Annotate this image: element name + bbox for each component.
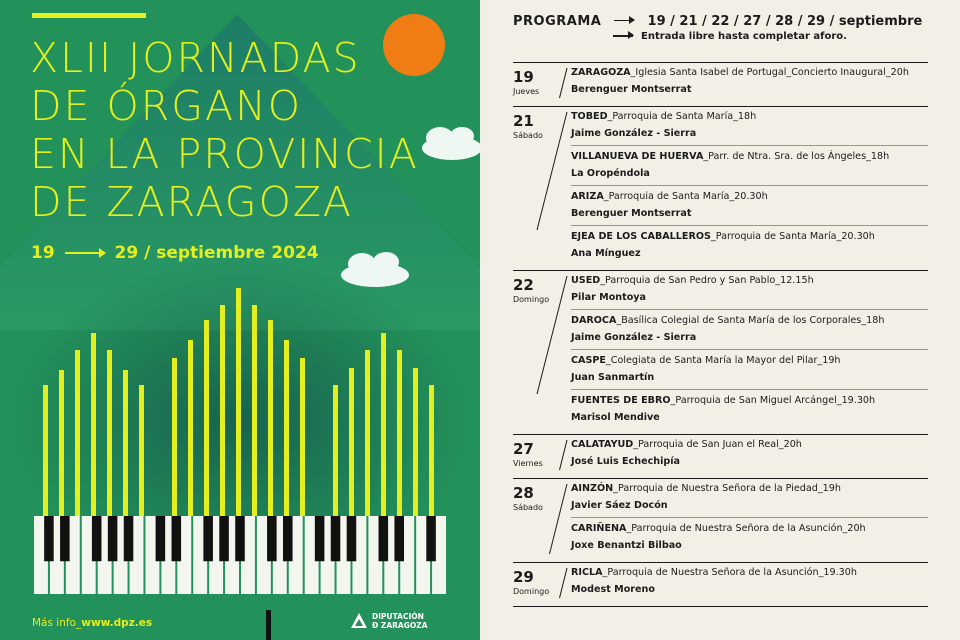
event-performer: Ana Mínguez bbox=[571, 248, 641, 259]
event-performer: Pilar Montoya bbox=[571, 292, 647, 303]
event-town: TOBED bbox=[571, 111, 608, 122]
day-block bbox=[513, 106, 928, 266]
organ-pipe bbox=[381, 333, 386, 518]
event-separator bbox=[571, 517, 928, 518]
event-separator bbox=[571, 389, 928, 390]
event-separator bbox=[571, 225, 928, 226]
black-key bbox=[315, 516, 325, 561]
day-number: 27 bbox=[513, 440, 534, 458]
day-number: 22 bbox=[513, 276, 534, 294]
day-block bbox=[513, 434, 928, 474]
event-item bbox=[571, 315, 928, 343]
black-key bbox=[44, 516, 54, 561]
organ-pipe bbox=[349, 368, 354, 518]
event-town: USED bbox=[571, 275, 601, 286]
black-key bbox=[60, 516, 70, 561]
event-detail: _Parroquia de Santa María_20.30h bbox=[603, 191, 768, 202]
title-line: XLII JORNADAS bbox=[30, 34, 361, 82]
logo-line: DIPUTACIÓN bbox=[372, 612, 424, 621]
event-performer: Jaime González - Sierra bbox=[571, 128, 697, 139]
event-venue bbox=[571, 231, 928, 242]
black-key bbox=[283, 516, 293, 561]
day-block bbox=[513, 270, 928, 430]
organ-pipe bbox=[220, 305, 225, 518]
event-town: AINZÓN bbox=[571, 483, 614, 494]
day-block bbox=[513, 478, 928, 558]
organ-pipe bbox=[300, 358, 305, 518]
event-town: ZARAGOZA bbox=[571, 67, 631, 78]
event-detail: _Parroquia de Nuestra Señora de la Asunción_19.30h bbox=[602, 567, 857, 578]
title-line: DE ÓRGANO bbox=[30, 82, 303, 130]
event-detail: _Parroquia de San Miguel Arcángel_19.30h bbox=[670, 395, 876, 406]
organ-pipe bbox=[107, 350, 112, 518]
event-venue bbox=[571, 111, 928, 122]
title-line: EN LA PROVINCIA bbox=[30, 130, 419, 178]
event-performer: La Oropéndola bbox=[571, 168, 650, 179]
event-venue bbox=[571, 439, 928, 450]
event-detail: _Colegiata de Santa María la Mayor del Pilar_19h bbox=[605, 355, 841, 366]
day-block bbox=[513, 62, 928, 102]
day-divider bbox=[513, 562, 928, 563]
event-separator bbox=[571, 349, 928, 350]
more-info-link[interactable]: www.dpz.es bbox=[81, 617, 153, 629]
dpz-logo-icon bbox=[350, 612, 368, 630]
program-dates: 19 / 21 / 22 / 27 / 28 / 29 / septiembre bbox=[647, 14, 923, 29]
event-item bbox=[571, 395, 928, 423]
event-venue bbox=[571, 523, 928, 534]
event-detail: _Parroquia de Santa María_18h bbox=[607, 111, 757, 122]
event-item bbox=[571, 483, 928, 511]
logo-line: Ð ZARAGOZA bbox=[372, 621, 428, 630]
top-accent-bar bbox=[32, 13, 146, 18]
event-town: CARIÑENA bbox=[571, 523, 627, 534]
day-divider bbox=[513, 434, 928, 435]
day-divider bbox=[513, 270, 928, 271]
event-venue bbox=[571, 315, 928, 326]
organ-pipe bbox=[397, 350, 402, 518]
organ-pipe bbox=[252, 305, 257, 518]
day-slash bbox=[513, 562, 573, 602]
day-divider bbox=[513, 106, 928, 107]
day-slash bbox=[513, 478, 573, 558]
event-item bbox=[571, 523, 928, 551]
program-note-text: Entrada libre hasta completar aforo. bbox=[641, 31, 847, 42]
event-detail: _Parroquia de Nuestra Señora de la Asunción_20h bbox=[626, 523, 866, 534]
day-slash bbox=[513, 106, 573, 266]
event-item bbox=[571, 439, 928, 467]
arrow-right-icon bbox=[65, 252, 105, 254]
event-item bbox=[571, 275, 928, 303]
poster-title bbox=[30, 34, 450, 226]
event-venue bbox=[571, 191, 928, 202]
day-number: 29 bbox=[513, 568, 534, 586]
organ-pipe bbox=[188, 340, 193, 518]
black-key bbox=[92, 516, 102, 561]
event-town: RICLA bbox=[571, 567, 603, 578]
organ-pipe bbox=[413, 368, 418, 518]
organ-pipe bbox=[91, 333, 96, 518]
program-note bbox=[613, 31, 847, 42]
event-town: CALATAYUD bbox=[571, 439, 634, 450]
dpz-logo bbox=[350, 612, 428, 630]
event-town: VILLANUEVA DE HUERVA bbox=[571, 151, 704, 162]
event-town: EJEA DE LOS CABALLEROS bbox=[571, 231, 711, 242]
program-label: PROGRAMA bbox=[513, 14, 602, 29]
event-performer: Jaime González - Sierra bbox=[571, 332, 697, 343]
black-key bbox=[267, 516, 277, 561]
day-weekday: Jueves bbox=[513, 87, 540, 96]
event-item bbox=[571, 567, 928, 595]
event-separator bbox=[571, 185, 928, 186]
day-divider bbox=[513, 62, 928, 63]
event-performer: Berenguer Montserrat bbox=[571, 208, 692, 219]
event-separator bbox=[571, 309, 928, 310]
day-slash bbox=[513, 270, 573, 430]
date-start: 19 bbox=[31, 243, 55, 263]
event-performer: Berenguer Montserrat bbox=[571, 84, 692, 95]
event-detail: _Parr. de Ntra. Sra. de los Ángeles_18h bbox=[703, 151, 890, 162]
event-town: DAROCA bbox=[571, 315, 617, 326]
program-header bbox=[513, 10, 922, 29]
event-detail: _Parroquia de San Pedro y San Pablo_12.15h bbox=[600, 275, 814, 286]
event-detail: _Basílica Colegial de Santa María de los Corporales_18h bbox=[616, 315, 885, 326]
event-venue bbox=[571, 67, 928, 78]
event-performer: Javier Sáez Docón bbox=[571, 500, 668, 511]
schedule-end-divider bbox=[513, 606, 928, 607]
event-performer: Joxe Benantzi Bilbao bbox=[571, 540, 682, 551]
event-town: CASPE bbox=[571, 355, 606, 366]
day-number: 28 bbox=[513, 484, 534, 502]
event-detail: _Parroquia de San Juan el Real_20h bbox=[633, 439, 802, 450]
organ-key-shadow bbox=[266, 610, 271, 640]
event-item bbox=[571, 231, 928, 259]
organ-pipe bbox=[75, 350, 80, 518]
event-item bbox=[571, 151, 928, 179]
organ-pipe bbox=[59, 370, 64, 518]
event-performer: Marisol Mendive bbox=[571, 412, 660, 423]
day-weekday: Viernes bbox=[513, 459, 543, 468]
organ-pipe bbox=[172, 358, 177, 518]
arrow-right-icon bbox=[613, 35, 633, 37]
organ-pipe bbox=[139, 385, 144, 518]
event-performer: Juan Sanmartín bbox=[571, 372, 655, 383]
day-block bbox=[513, 562, 928, 602]
event-detail: _Iglesia Santa Isabel de Portugal_Concierto Inaugural_20h bbox=[630, 67, 909, 78]
event-item bbox=[571, 355, 928, 383]
event-detail: _Parroquia de Nuestra Señora de la Piedad_19h bbox=[613, 483, 841, 494]
organ-pipe bbox=[429, 385, 434, 518]
black-key bbox=[331, 516, 341, 561]
arrow-right-icon bbox=[614, 20, 634, 22]
day-weekday: Sábado bbox=[513, 131, 543, 140]
more-info-label: Más info_ bbox=[32, 617, 82, 629]
black-key bbox=[219, 516, 229, 561]
black-key bbox=[203, 516, 213, 561]
black-key bbox=[426, 516, 436, 561]
day-divider bbox=[513, 478, 928, 479]
organ-pipe bbox=[236, 288, 241, 518]
organ-pipe bbox=[43, 385, 48, 518]
day-weekday: Domingo bbox=[513, 295, 550, 304]
day-number: 21 bbox=[513, 112, 534, 130]
day-weekday: Sábado bbox=[513, 503, 543, 512]
black-key bbox=[235, 516, 245, 561]
date-end: 29 / septiembre 2024 bbox=[114, 243, 319, 263]
black-key bbox=[172, 516, 182, 561]
organ-pipe bbox=[204, 320, 209, 518]
day-slash bbox=[513, 62, 573, 102]
day-number: 19 bbox=[513, 68, 534, 86]
organ-pipe bbox=[284, 340, 289, 518]
day-slash bbox=[513, 434, 573, 474]
black-key bbox=[108, 516, 118, 561]
event-venue bbox=[571, 483, 928, 494]
event-item bbox=[571, 111, 928, 139]
black-key bbox=[124, 516, 134, 561]
event-item bbox=[571, 191, 928, 219]
more-info bbox=[32, 617, 152, 629]
organ-pipe bbox=[365, 350, 370, 518]
event-venue bbox=[571, 151, 928, 162]
black-key bbox=[156, 516, 166, 561]
black-key bbox=[379, 516, 389, 561]
event-item bbox=[571, 67, 928, 95]
organ-pipe bbox=[123, 370, 128, 518]
black-key bbox=[347, 516, 357, 561]
day-weekday: Domingo bbox=[513, 587, 550, 596]
program-panel bbox=[480, 0, 960, 640]
event-venue bbox=[571, 355, 928, 366]
event-town: FUENTES DE EBRO bbox=[571, 395, 671, 406]
black-key bbox=[394, 516, 404, 561]
poster-dates bbox=[31, 243, 319, 263]
event-venue bbox=[571, 567, 928, 578]
organ-pipe bbox=[333, 385, 338, 518]
event-detail: _Parroquia de Santa María_20.30h bbox=[710, 231, 875, 242]
event-performer: Modest Moreno bbox=[571, 584, 655, 595]
event-venue bbox=[571, 395, 928, 406]
event-venue bbox=[571, 275, 928, 286]
organ-pipe bbox=[268, 320, 273, 518]
title-line: DE ZARAGOZA bbox=[30, 178, 353, 226]
event-separator bbox=[571, 145, 928, 146]
event-town: ARIZA bbox=[571, 191, 604, 202]
event-performer: José Luis Echechipía bbox=[571, 456, 681, 467]
piano-keys bbox=[33, 516, 447, 594]
